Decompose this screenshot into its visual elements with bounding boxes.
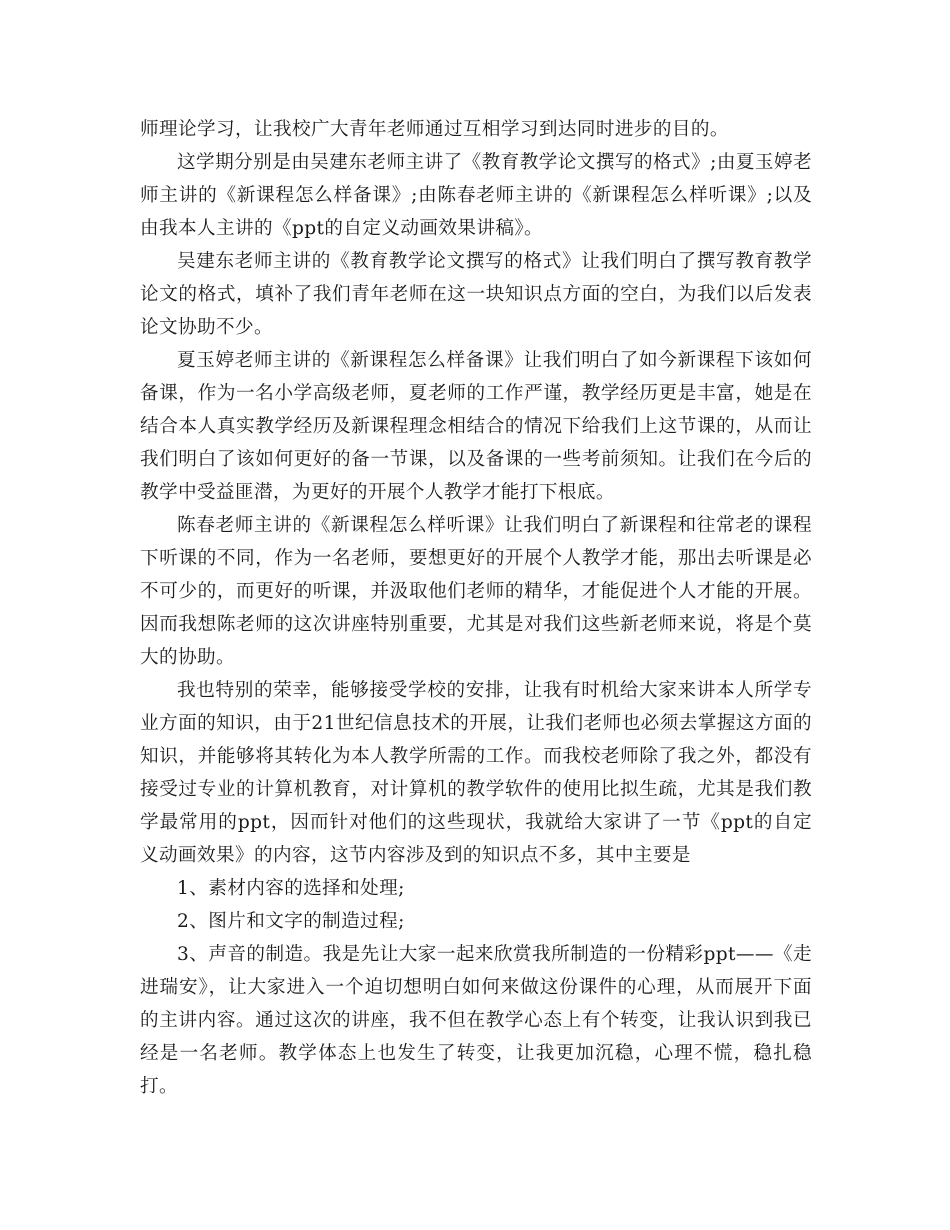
paragraph-own-lecture: 我也特别的荣幸，能够接受学校的安排，让我有时机给大家来讲本人所学专业方面的知识，由于21世纪信息技术的开展，让我们老师也必须去掌握这方面的知识，并能够将其转化为本人教学所需的工作。而我校老师除了我之外，都没有接受过专业的计算机教育，对计算机的教学软件的使用比拟生疏，尤其是我们教学最常用的ppt，因而针对他们的这些现状，我就给大家讲了一节《ppt的自定义动画效果》的内容，这节内容涉及到的知识点不多，其中主要是 bbox=[140, 680, 812, 866]
paragraph-chen-lecture: 陈春老师主讲的《新课程怎么样听课》让我们明白了新课程和往常老的课程下听课的不同，作为一名老师，要想更好的开展个人教学才能，那出去听课是必不可少的，而更好的听课，并汲取他们老师的精华，才能促进个人才能的开展。因而我想陈老师的这次讲座特别重要，尤其是对我们这些新老师来说，将是个莫大的协助。 bbox=[140, 515, 812, 668]
paragraph-lecture-overview: 这学期分别是由吴建东老师主讲了《教育教学论文撰写的格式》;由夏玉婷老师主讲的《新课程怎么样备课》;由陈春老师主讲的《新课程怎么样听课》;以及由我本人主讲的《ppt的自定义动画效果讲稿》。 bbox=[140, 152, 812, 239]
document-body bbox=[140, 113, 812, 1103]
paragraph-wu-lecture: 吴建东老师主讲的《教育教学论文撰写的格式》让我们明白了撰写教育教学论文的格式，填补了我们青年老师在这一块知识点方面的空白，为我们以后发表论文协助不少。 bbox=[140, 251, 812, 338]
list-item-3: 3、声音的制造。我是先让大家一起来欣赏我所制造的一份精彩ppt——《走进瑞安》，让大家进入一个迫切想明白如何来做这份课件的心理，从而展开下面的主讲内容。通过这次的讲座，我不但在教学心态上有个转变，让我认识到我已经是一名老师。教学体态上也发生了转变，让我更加沉稳，心理不慌，稳扎稳打。 bbox=[140, 944, 812, 1097]
paragraph-continuation: 师理论学习，让我校广大青年老师通过互相学习到达同时进步的目的。 bbox=[140, 119, 729, 140]
list-item-1: 1、素材内容的选择和处理; bbox=[177, 878, 405, 899]
list-item-2: 2、图片和文字的制造过程; bbox=[177, 911, 405, 932]
paragraph-xia-lecture: 夏玉婷老师主讲的《新课程怎么样备课》让我们明白了如今新课程下该如何备课，作为一名小学高级老师，夏老师的工作严谨，教学经历更是丰富，她是在结合本人真实教学经历及新课程理念相结合的情况下给我们上这节课的，从而让我们明白了该如何更好的备一节课，以及备课的一些考前须知。让我们在今后的教学中受益匪潜，为更好的开展个人教学才能打下根底。 bbox=[140, 350, 812, 503]
